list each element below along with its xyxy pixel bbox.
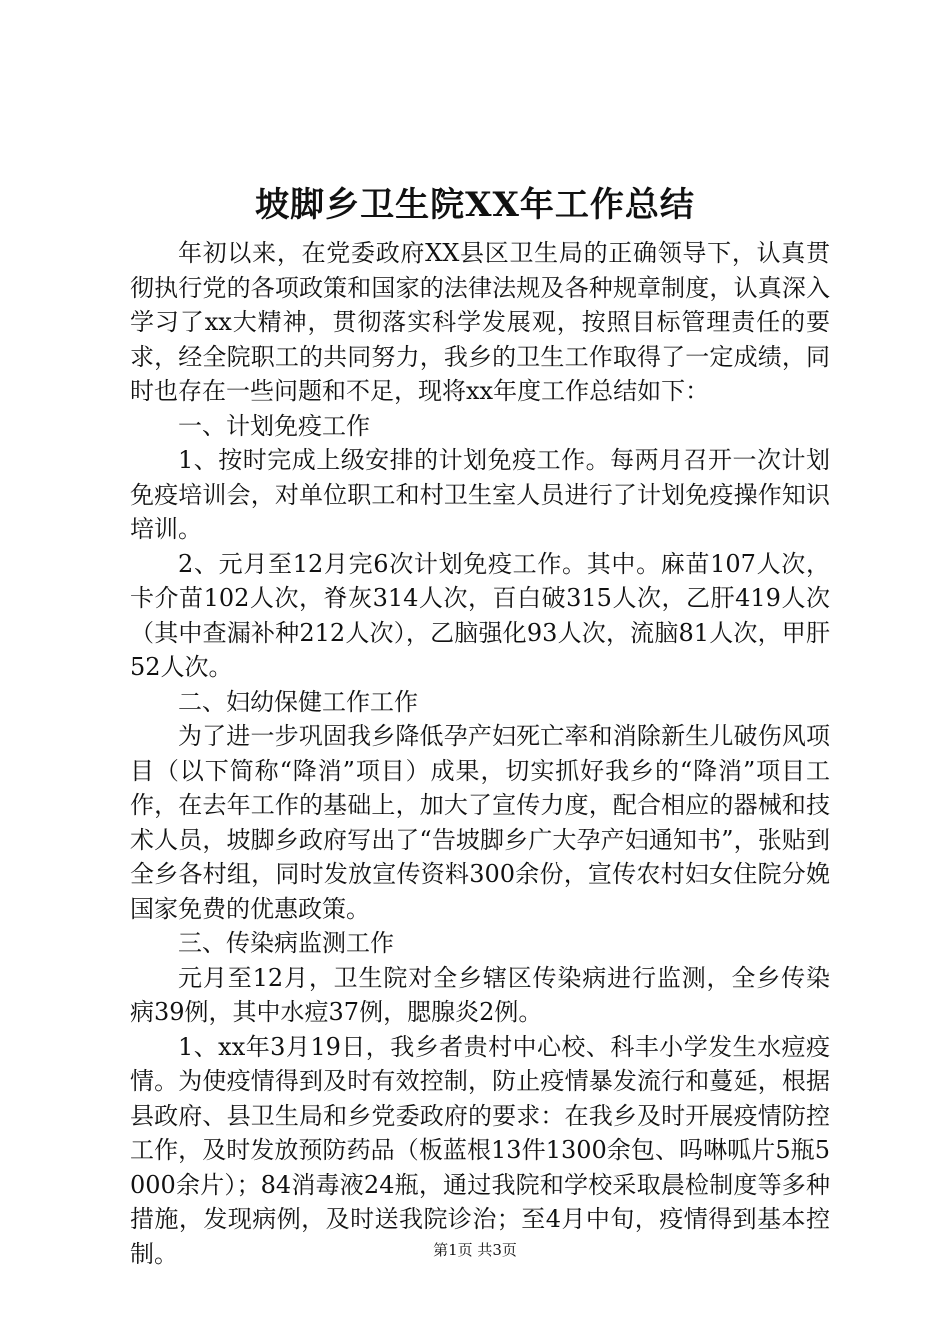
maternal-child-paragraph: 为了进一步巩固我乡降低孕产妇死亡率和消除新生儿破伤风项目（以下简称“降消”项目）成果，切实抓好我乡的“降消”项目工作，在去年工作的基础上，加大了宣传力度，配合相应的器械和技术人员，坡脚乡政府写出了“告坡脚乡广大孕产妇通知书”，张贴到全乡各村组，同时发放宣传资料300余份，宣传农村妇女住院分娩国家免费的优惠政策。 xyxy=(130,722,830,923)
page-footer: 第1页 共3页 xyxy=(433,1241,517,1259)
immunization-paragraph-1: 1、按时完成上级安排的计划免疫工作。每两月召开一次计划免疫培训会，对单位职工和村卫生室人员进行了计划免疫操作知识培训。 xyxy=(130,446,830,543)
intro-paragraph: 年初以来，在党委政府XX县区卫生局的正确领导下，认真贯彻执行党的各项政策和国家的法律法规及各种规章制度，认真深入学习了xx大精神，贯彻落实科学发展观，按照目标管理责任的要求，经全院职工的共同努力，我乡的卫生工作取得了一定成绩，同时也存在一些问题和不足，现将xx年度工作总结如下： xyxy=(130,239,830,405)
section-heading-immunization: 一、计划免疫工作 xyxy=(178,411,370,440)
section-heading-infectious-disease: 三、传染病监测工作 xyxy=(178,929,394,957)
immunization-paragraph-2: 2、元月至12月完6次计划免疫工作。其中。麻苗107人次，卡介苗102人次，脊灰314人次，百白破315人次，乙肝419人次（其中查漏补种212人次），乙脑强化93人次，流脑81人次，甲肝52人次。 xyxy=(130,549,830,681)
infectious-disease-paragraph-2: 1、xx年3月19日，我乡者贵村中心校、科丰小学发生水痘疫情。为使疫情得到及时有效控制，防止疫情暴发流行和蔓延，根据县政府、县卫生局和乡党委政府的要求：在我乡及时开展疫情防控工作，及时发放预防药品（板蓝根13件1300余包、吗啉呱片5瓶5000余片）；84消毒液24瓶，通过我院和学校采取晨检制度等多种措施，发现病例，及时送我院诊治；至4月中旬，疫情得到基本控制。 xyxy=(130,1032,830,1268)
document-body xyxy=(130,236,830,1271)
document-title: 坡脚乡卫生院XX年工作总结 xyxy=(255,185,695,225)
section-heading-maternal-child: 二、妇幼保健工作工作 xyxy=(178,687,418,716)
infectious-disease-paragraph-1: 元月至12月，卫生院对全乡辖区传染病进行监测，全乡传染病39例，其中水痘37例，腮腺炎2例。 xyxy=(130,963,830,1026)
